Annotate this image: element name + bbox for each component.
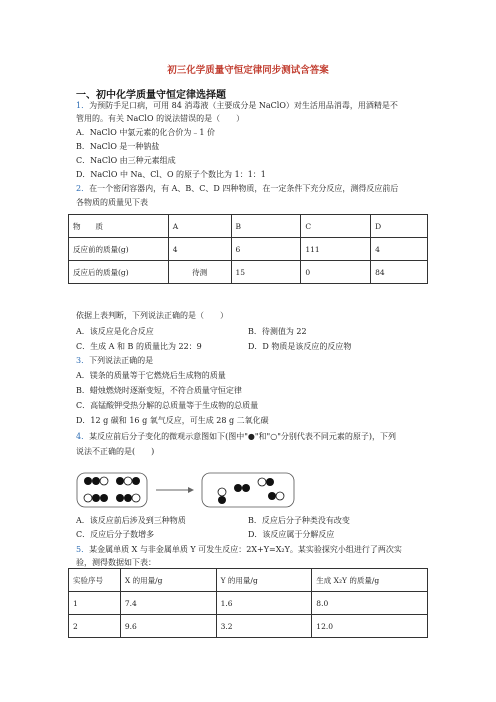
- table-cell: 12.0: [312, 615, 428, 638]
- q3-option-c: C．高锰酸钾受热分解的总质量等于生成物的总质量: [76, 401, 259, 410]
- q2-stem: 2．在一个密闭容器内，有 A、B、C、D 四种物质，在一定条件下充分反应，测得反应前后: [76, 184, 399, 193]
- table-cell: D: [371, 215, 428, 238]
- table-row: [69, 592, 428, 615]
- reaction-arrow-icon: [156, 487, 194, 493]
- table-row: [69, 615, 428, 638]
- table-cell: 生成 X₂Y 的质量/g: [312, 569, 428, 592]
- table-cell: 2: [69, 615, 121, 638]
- table-cell: 3.2: [216, 615, 312, 638]
- molecule-reaction-diagram: [76, 472, 296, 508]
- q3-stem: 3．下列说法正确的是: [76, 356, 154, 365]
- table-cell: 9.6: [120, 615, 216, 638]
- q1-stem-cont: 管用的。有关 NaClO 的说法错误的是（ ）: [76, 114, 245, 123]
- q1-option-d: D．NaClO 中 Na、Cl、O 的原子个数比为 1：1：1: [76, 170, 266, 179]
- q4-number: 4．: [76, 432, 90, 441]
- table-cell: 84: [371, 261, 428, 284]
- q2-option-c: C．生成 A 和 B 的质量比为 22：9: [76, 342, 202, 351]
- q1-option-a: A．NaClO 中氯元素的化合价为﹣1 价: [76, 128, 215, 137]
- table-row: [69, 238, 428, 261]
- table-cell: 111: [301, 238, 371, 261]
- before-molecules: [84, 477, 140, 502]
- q1-option-b: B．NaClO 是一种钠盐: [76, 142, 160, 151]
- table-cell: 反应前的质量(g): [69, 238, 169, 261]
- table-cell: 物 质: [69, 215, 169, 238]
- table-cell: A: [168, 215, 231, 238]
- q2-number: 2．: [76, 184, 90, 193]
- table-row: [69, 215, 428, 238]
- q5-stem-cont: 验，测得数据如下表：: [76, 558, 156, 567]
- section-heading: 一、初中化学质量守恒定律选择题: [76, 90, 226, 101]
- q3-option-d: D．12 g 碳和 16 g 氧气反应，可生成 28 g 二氧化碳: [76, 416, 269, 425]
- table-row: [69, 569, 428, 592]
- q4-stem: 4．某反应前后分子变化的微观示意图如下(图中"●"和"○"分别代表不同元素的原子)，下列: [76, 432, 397, 441]
- q3-option-a: A．镁条的质量等于它燃烧后生成物的质量: [76, 371, 226, 380]
- table-cell: 4: [168, 238, 231, 261]
- q4-option-c: C．反应后分子数增多: [76, 530, 155, 539]
- table-cell: 待测: [168, 261, 231, 284]
- q3-option-b: B．蜡烛燃烧时逐渐变短，不符合质量守恒定律: [76, 386, 242, 395]
- q4-stem-cont: 说法不正确的是( ): [76, 447, 155, 456]
- table-cell: 1: [69, 592, 121, 615]
- q4-option-d: D．该反应属于分解反应: [248, 530, 335, 539]
- q3-number: 3．: [76, 356, 90, 365]
- q1-option-c: C．NaClO 由三种元素组成: [76, 156, 176, 165]
- table-cell: 7.4: [120, 592, 216, 615]
- after-molecules: [218, 478, 284, 504]
- q2-option-d: D．D 物质是该反应的反应物: [248, 342, 352, 351]
- table-cell: 1.6: [216, 592, 312, 615]
- q2-stem-cont: 各物质的质量见下表: [76, 198, 148, 207]
- q1-number: 1．: [76, 101, 90, 110]
- table-cell: 4: [371, 238, 428, 261]
- q2-option-a: A．该反应是化合反应: [76, 327, 154, 336]
- table-cell: X 的用量/g: [120, 569, 216, 592]
- q4-option-b: B．反应后分子种类没有改变: [248, 516, 350, 525]
- table-cell: 8.0: [312, 592, 428, 615]
- page-title: 初三化学质量守恒定律同步测试含答案: [167, 65, 329, 76]
- q1-stem: 1．为预防手足口病，可用 84 消毒液（主要成分是 NaClO）对生活用品消毒，用酒精是不: [76, 101, 398, 110]
- table-cell: 6: [231, 238, 301, 261]
- table-row: [69, 261, 428, 284]
- table-cell: B: [231, 215, 301, 238]
- q2-mass-table: [68, 214, 428, 284]
- q4-option-a: A．该反应前后涉及到三种物质: [76, 516, 186, 525]
- table-cell: 15: [231, 261, 301, 284]
- table-cell: 0: [301, 261, 371, 284]
- q5-number: 5．: [76, 545, 90, 554]
- q2-option-b: B．待测值为 22: [248, 327, 307, 336]
- q5-experiment-table: [68, 568, 428, 638]
- q2-after-text: 依据上表判断，下列说法正确的是（ ）: [76, 311, 228, 320]
- table-cell: Y 的用量/g: [216, 569, 312, 592]
- table-cell: 实验序号: [69, 569, 121, 592]
- table-cell: 反应后的质量(g): [69, 261, 169, 284]
- table-cell: C: [301, 215, 371, 238]
- q5-stem: 5．某金属单质 X 与非金属单质 Y 可发生反应：2X+Y=X₂Y。某实验探究小组进行了两次实: [76, 545, 402, 554]
